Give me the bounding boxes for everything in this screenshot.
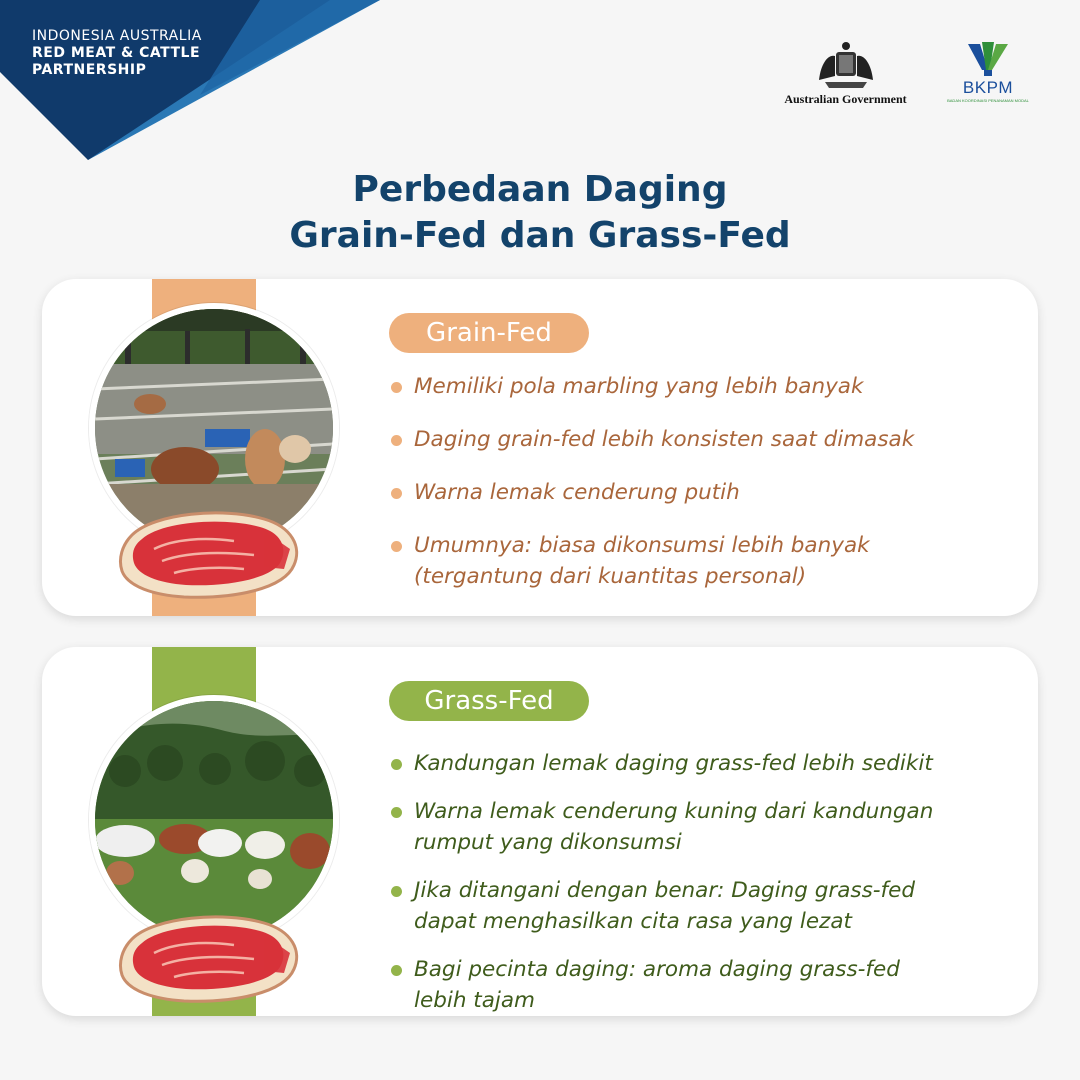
australian-government-logo — [783, 40, 908, 110]
australian-government-label: Australian Government — [784, 92, 907, 106]
list-item: Memiliki pola marbling yang lebih banyak — [391, 371, 914, 402]
bkpm-name: BKPM — [962, 78, 1014, 97]
bkpm-subtitle: BADAN KOORDINASI PENANAMAN MODAL — [947, 98, 1029, 103]
grain-fed-points — [391, 371, 914, 614]
grain-fed-card — [42, 279, 1038, 616]
banner-triangle-shape — [0, 0, 380, 165]
partnership-line-3: PARTNERSHIP — [32, 62, 147, 78]
partnership-name — [32, 28, 202, 79]
list-item: Kandungan lemak daging grass-fed lebih sedikit — [391, 748, 933, 779]
bkpm-leaf-icon — [962, 40, 1014, 78]
list-item: Umumnya: biasa dikonsumsi lebih banyak (tergantung dari kuantitas personal) — [391, 530, 914, 592]
bkpm-logo — [944, 40, 1032, 110]
title-line-1: Perbedaan Daging — [352, 169, 728, 210]
grass-fed-label: Grass-Fed — [389, 681, 589, 721]
list-item: Daging grain-fed lebih konsisten saat dimasak — [391, 424, 914, 455]
list-item: Warna lemak cenderung kuning dari kandungan rumput yang dikonsumsi — [391, 796, 933, 858]
list-item: Bagi pecinta daging: aroma daging grass-fed lebih tajam — [391, 954, 933, 1016]
list-item: Jika ditangani dengan benar: Daging grass-fed dapat menghasilkan cita rasa yang lezat — [391, 875, 933, 937]
coat-of-arms-icon — [811, 40, 881, 90]
grain-fed-label: Grain-Fed — [389, 313, 589, 353]
partnership-line-1: INDONESIA AUSTRALIA — [32, 28, 202, 44]
grazing-cattle-photo — [89, 695, 339, 945]
grass-fed-card — [42, 647, 1038, 1016]
raw-steak-icon — [114, 509, 304, 601]
grass-fed-points — [391, 748, 933, 1033]
partnership-line-2: RED MEAT & CATTLE — [32, 45, 201, 61]
title-line-2: Grain-Fed dan Grass-Fed — [289, 215, 791, 256]
page-title — [0, 167, 1080, 259]
list-item: Warna lemak cenderung putih — [391, 477, 914, 508]
raw-steak-icon — [114, 913, 304, 1005]
partnership-logo-banner — [0, 0, 380, 165]
